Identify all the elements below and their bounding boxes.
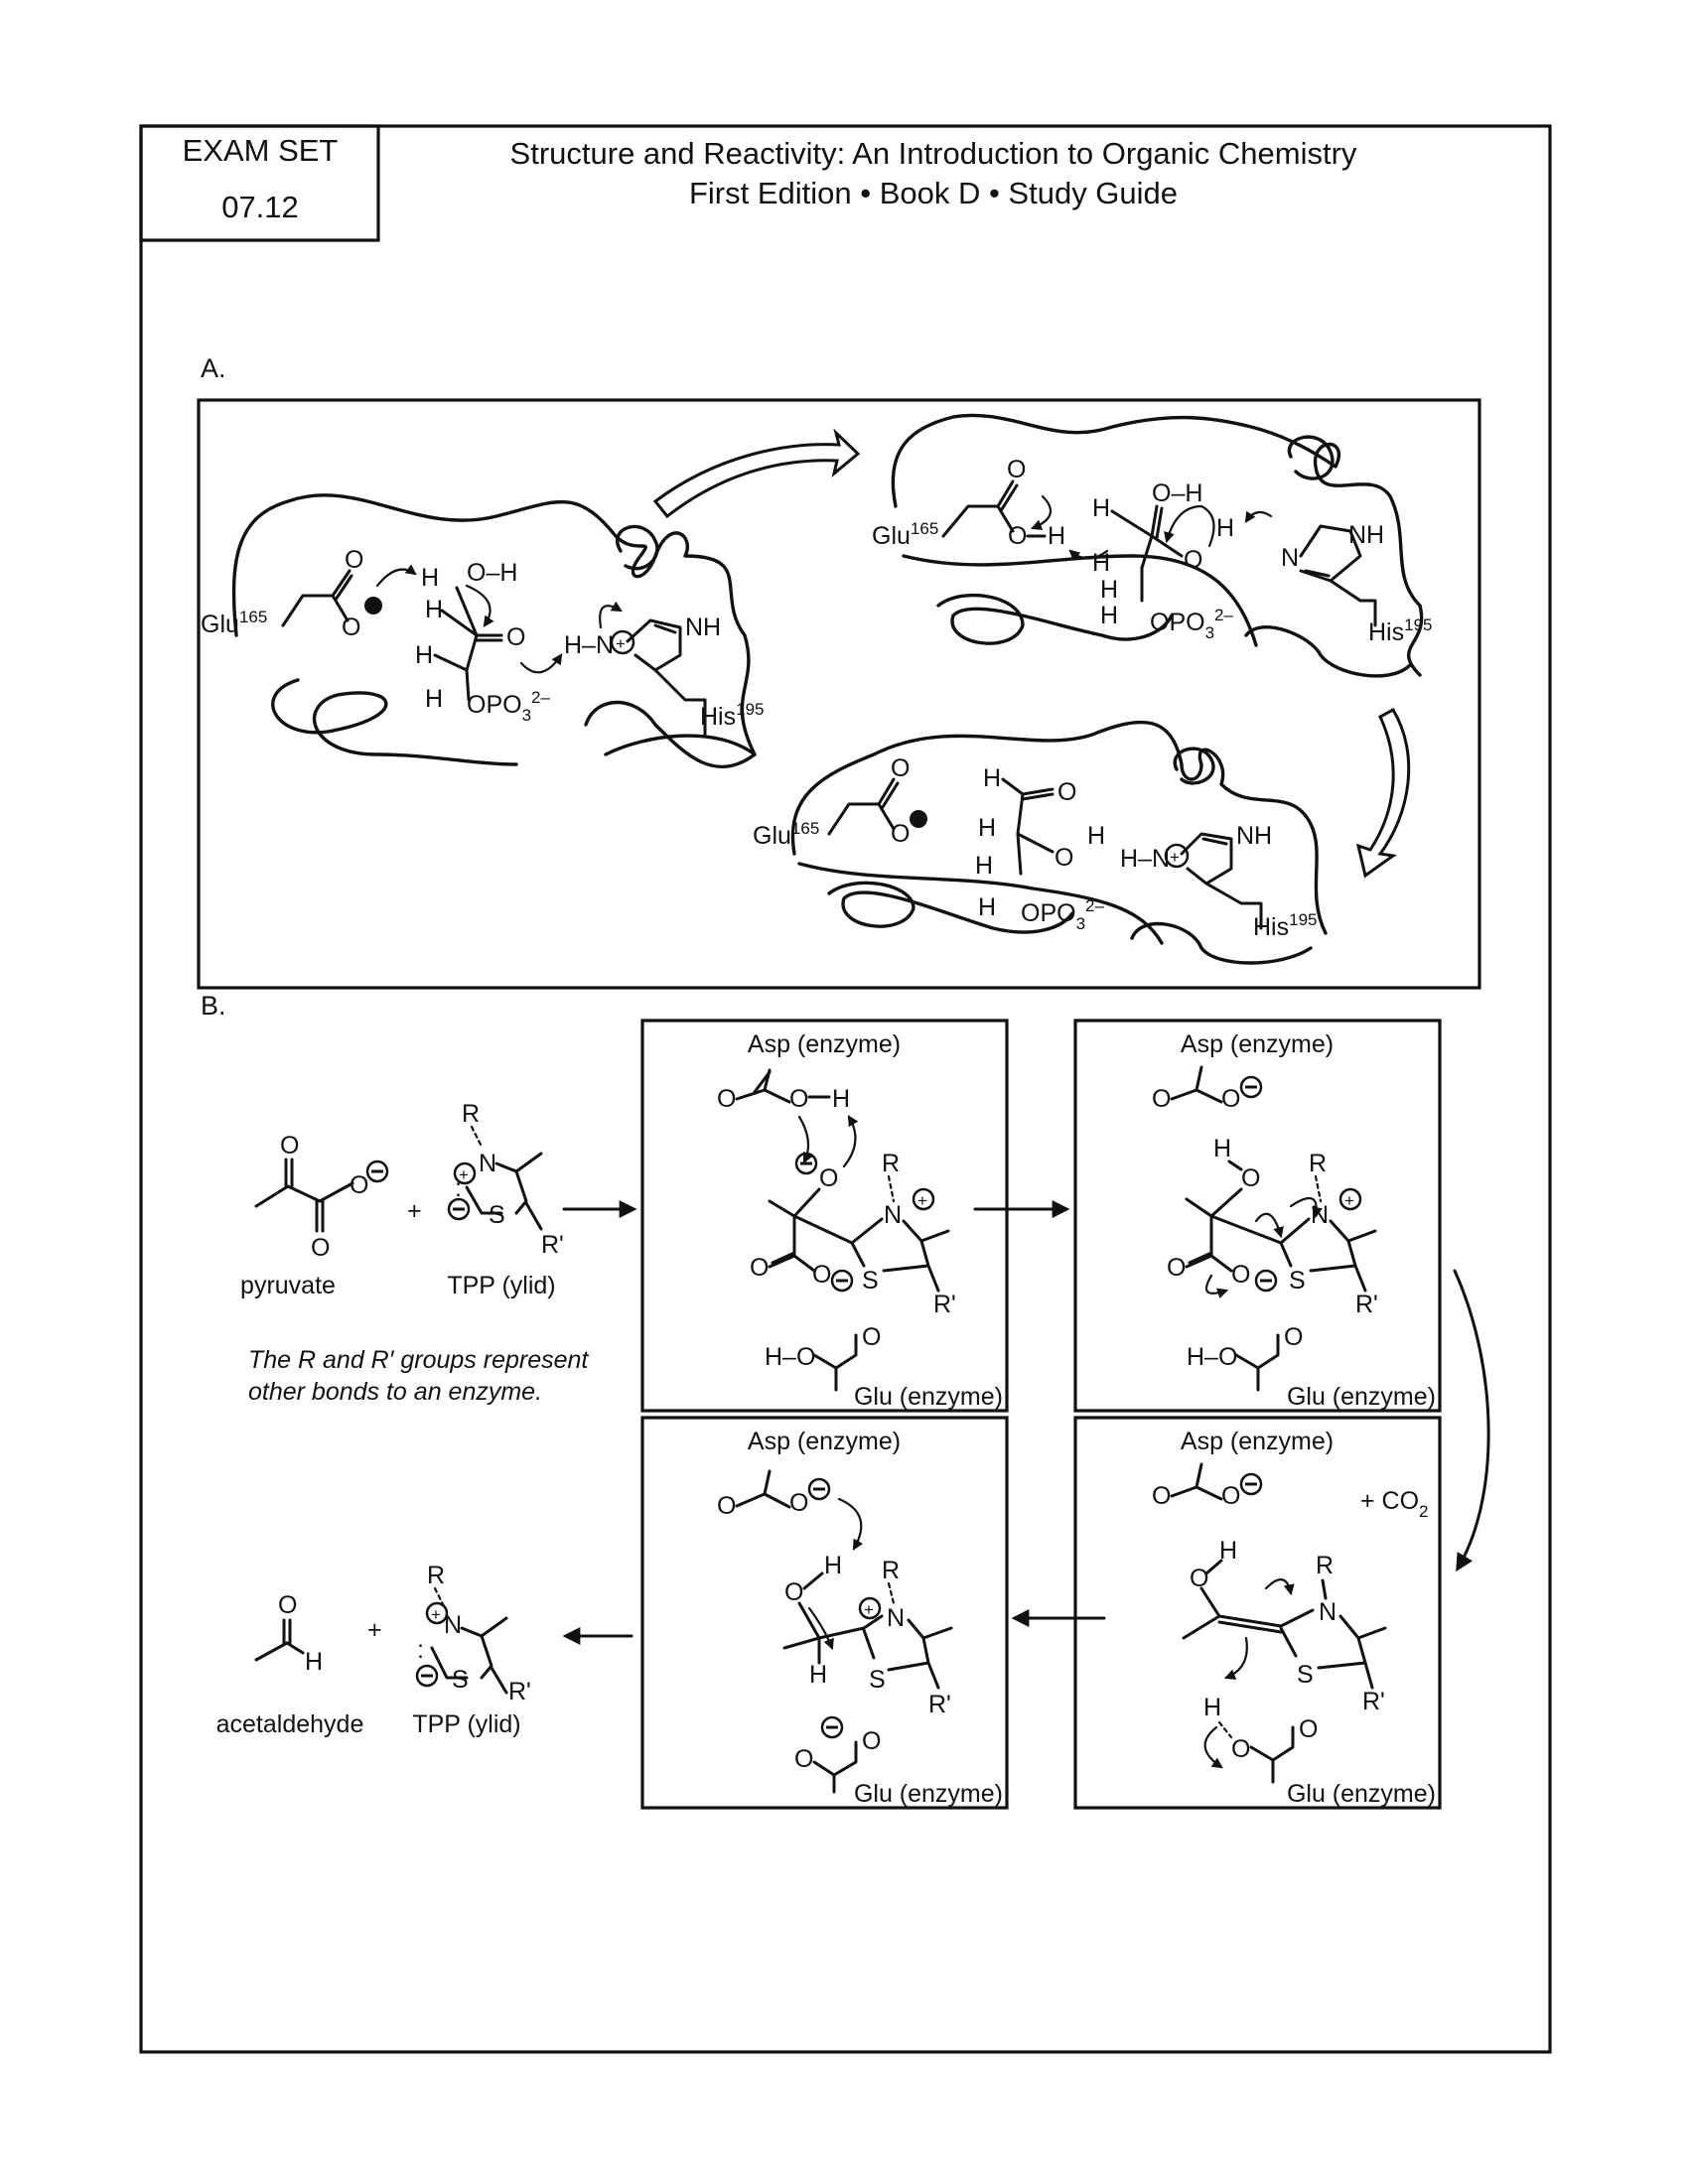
h-label: H: [1203, 1694, 1222, 1721]
glu-label: Glu$^{165}$: [201, 608, 268, 638]
acetaldehyde-structure: [256, 1591, 323, 1676]
o-label: O: [1284, 1323, 1304, 1351]
tpp-ylid-structure: [449, 1100, 564, 1259]
nh-label: NH: [685, 614, 722, 641]
h-n-label: H–N: [564, 631, 615, 659]
pyruvate-label: pyruvate: [240, 1272, 336, 1299]
nh-label: NH: [1236, 822, 1273, 850]
exam-set-number: 07.12: [221, 190, 299, 224]
n-label: N: [887, 1604, 906, 1632]
part-a-box: [199, 400, 1479, 988]
s-label: S: [869, 1666, 886, 1694]
h-o-label: H–O: [1187, 1343, 1238, 1371]
glu-label: Glu (enzyme): [1286, 1780, 1436, 1808]
part-a-label: A.: [201, 353, 226, 383]
part-a-frame-3: [753, 723, 1326, 963]
o-label: O: [1241, 1164, 1261, 1192]
s-label: S: [489, 1201, 505, 1229]
n-label: N: [1311, 1201, 1330, 1229]
h-label: H: [1216, 514, 1235, 542]
plus-sign: +: [367, 1616, 382, 1644]
o-label: O: [789, 1085, 809, 1113]
o-label: O: [1221, 1085, 1241, 1113]
h-label: H: [305, 1648, 324, 1676]
pyruvate-structure: [256, 1132, 387, 1262]
o-label: O: [278, 1591, 298, 1619]
r-prime-label: R': [1355, 1291, 1378, 1318]
o-label: O: [1231, 1261, 1251, 1289]
glu-label: Glu (enzyme): [1286, 1383, 1436, 1411]
o-label: O: [862, 1727, 882, 1755]
s-label: S: [1297, 1661, 1314, 1689]
part-a-frame-1: [201, 495, 764, 767]
o-label: O: [891, 820, 911, 848]
step-box-1: [642, 1021, 1007, 1411]
step-box-4: [642, 1418, 1007, 1808]
page-subtitle: First Edition • Book D • Study Guide: [688, 176, 1179, 210]
note-line-2: other bonds to an enzyme.: [248, 1378, 543, 1406]
his-label: His$^{195}$: [1368, 615, 1433, 646]
glu-label: Glu$^{165}$: [872, 519, 939, 550]
glu-label: Glu (enzyme): [853, 1383, 1003, 1411]
h-label: H: [1100, 576, 1119, 604]
svg-text:+: +: [431, 1605, 441, 1624]
reaction-arrow: [1455, 1271, 1488, 1569]
o-label: O: [1008, 522, 1028, 550]
r-label: R: [882, 1557, 901, 1584]
reaction-arrow: [655, 433, 858, 516]
h-label: H: [1219, 1537, 1238, 1565]
o-label: O: [891, 754, 911, 782]
oh-label: O–H: [1152, 479, 1203, 507]
o-label: O: [311, 1234, 331, 1262]
step-3-structure: [1152, 1428, 1436, 1808]
h-label: H: [978, 814, 997, 842]
svg-text:+: +: [616, 634, 626, 653]
o-label: O: [812, 1261, 832, 1289]
asp-label: Asp (enzyme): [1180, 1428, 1335, 1455]
h-label: H: [824, 1552, 843, 1579]
h-n-label: H–N: [1120, 845, 1171, 873]
h-label: H: [1048, 522, 1066, 550]
n-label: N: [479, 1150, 497, 1177]
svg-text:+: +: [1170, 848, 1180, 867]
h-label: H: [1087, 822, 1106, 850]
h-label: H: [421, 564, 440, 592]
step-1-structure: [717, 1030, 1003, 1411]
o-label: O: [1221, 1482, 1241, 1510]
page-title: Structure and Reactivity: An Introduction to Organic Chemistry: [509, 136, 1357, 171]
r-label: R: [427, 1562, 446, 1589]
nh-label: NH: [1348, 521, 1385, 549]
r-label: R: [1309, 1150, 1328, 1177]
h-label: H: [809, 1661, 828, 1689]
o-label: O: [1152, 1482, 1172, 1510]
o-label: O: [1184, 546, 1203, 574]
o-label: O: [1057, 778, 1077, 806]
n-label: N: [1281, 544, 1300, 572]
his-label: His$^{195}$: [700, 700, 765, 731]
h-label: H: [1092, 494, 1111, 522]
phosphate-label: $OPO_3^{2-}$: [467, 688, 550, 725]
asp-label: Asp (enzyme): [747, 1428, 902, 1455]
o-label: O: [280, 1132, 300, 1160]
o-label: O: [750, 1254, 770, 1282]
step-2-structure: [1152, 1030, 1436, 1411]
tpp-ylid-structure: [417, 1562, 531, 1706]
s-label: S: [1289, 1267, 1306, 1295]
h-label: H: [1213, 1135, 1232, 1162]
o-label: O: [794, 1745, 814, 1773]
part-a-frame-2: [872, 415, 1432, 676]
o-label: O: [1299, 1715, 1319, 1743]
r-label: R: [882, 1150, 901, 1177]
r-prime-label: R': [928, 1691, 951, 1718]
svg-text::: :: [417, 1636, 424, 1664]
h-label: H: [978, 893, 997, 921]
h-label: H: [425, 685, 444, 713]
acetaldehyde-label: acetaldehyde: [215, 1710, 364, 1738]
svg-text:+: +: [917, 1191, 927, 1210]
h-label: H: [1100, 602, 1119, 629]
exam-set-label: EXAM SET: [182, 133, 339, 168]
phosphate-label: $OPO_3^{2-}$: [1021, 896, 1104, 933]
reaction-arrow: [1358, 710, 1409, 876]
o-label: O: [819, 1164, 839, 1192]
o-label: O: [784, 1578, 804, 1606]
h-label: H: [832, 1085, 851, 1113]
asp-label: Asp (enzyme): [747, 1030, 902, 1058]
o-label: O: [717, 1085, 737, 1113]
part-b-label: B.: [201, 991, 226, 1021]
plus-sign: +: [407, 1197, 422, 1225]
o-label: O: [350, 1171, 369, 1199]
o-label: O: [506, 623, 526, 651]
glu-label: Glu (enzyme): [853, 1780, 1003, 1808]
glu-label: Glu$^{165}$: [753, 819, 820, 850]
r-label: R: [462, 1100, 481, 1128]
tpp-label: TPP (ylid): [412, 1710, 521, 1738]
o-label: O: [1167, 1254, 1187, 1282]
co2-label: + $CO_2$: [1360, 1487, 1429, 1521]
svg-text:+: +: [1344, 1191, 1354, 1210]
o-label: O: [789, 1489, 809, 1517]
svg-text:+: +: [459, 1165, 469, 1184]
r-prime-label: R': [1362, 1688, 1385, 1715]
n-label: N: [884, 1201, 903, 1229]
oh-label: O–H: [467, 559, 518, 587]
tpp-label: TPP (ylid): [447, 1272, 556, 1299]
asp-label: Asp (enzyme): [1180, 1030, 1335, 1058]
phosphate-label: $OPO_3^{2-}$: [1150, 606, 1233, 642]
s-label: S: [862, 1267, 879, 1295]
r-prime-label: R': [933, 1291, 956, 1318]
note-line-1: The R and R′ groups represent: [248, 1346, 589, 1374]
protein-loop: [938, 596, 1172, 644]
step-4-structure: [717, 1428, 1003, 1808]
o-label: O: [1231, 1735, 1251, 1763]
svg-text:+: +: [864, 1600, 874, 1619]
o-label: O: [1190, 1565, 1209, 1592]
h-o-label: H–O: [765, 1343, 816, 1371]
o-label: O: [717, 1492, 737, 1520]
n-label: N: [444, 1611, 463, 1639]
o-label: O: [1152, 1085, 1172, 1113]
h-label: H: [415, 641, 434, 669]
h-label: H: [1092, 549, 1111, 577]
o-label: O: [342, 614, 361, 641]
h-label: H: [425, 596, 444, 623]
n-label: N: [1319, 1598, 1337, 1626]
o-label: O: [862, 1323, 882, 1351]
r-label: R: [1316, 1552, 1335, 1579]
r-prime-label: R': [508, 1678, 531, 1706]
r-prime-label: R': [541, 1231, 564, 1259]
h-label: H: [983, 764, 1002, 792]
svg-text::: :: [455, 1174, 462, 1202]
o-label: O: [1055, 844, 1074, 872]
s-label: S: [452, 1666, 469, 1694]
o-label: O: [1007, 456, 1027, 483]
o-label: O: [345, 546, 364, 574]
h-label: H: [975, 852, 994, 880]
his-label: His$^{195}$: [1253, 910, 1318, 941]
